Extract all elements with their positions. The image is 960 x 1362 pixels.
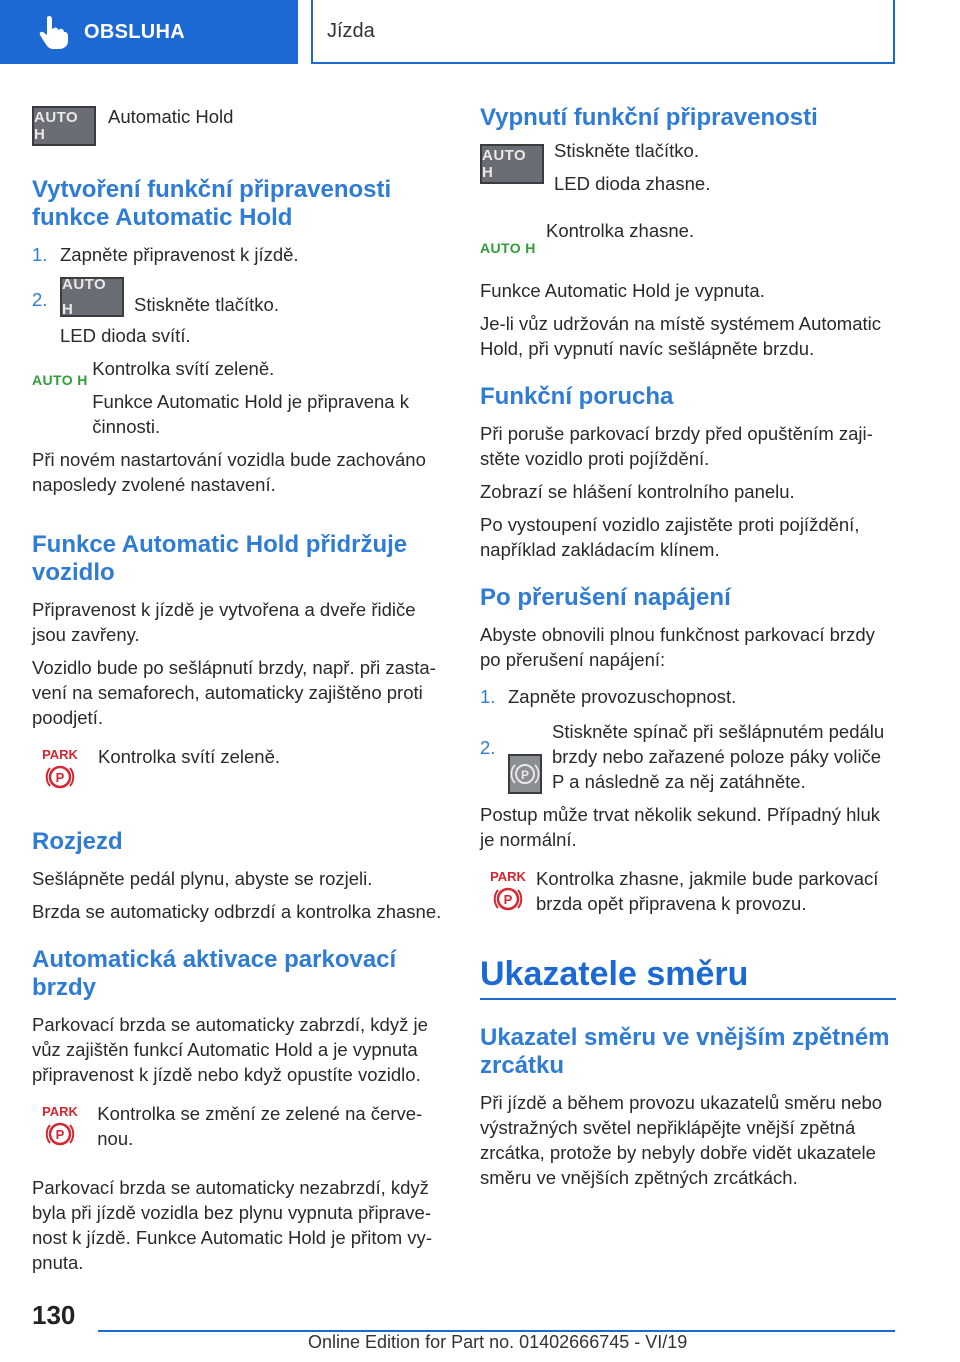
list-item: 1. Zapněte provozuschopnost. [480, 686, 737, 707]
page-footer [0, 1296, 960, 1362]
page-number: 130 [32, 1300, 76, 1330]
auto-hold-button-icon: AUTO H [60, 277, 124, 317]
paragraph: Po vystoupení vozidlo zajistěte proti pojíždění, například zakládacím klínem. [480, 514, 860, 560]
auto-hold-indicator-icon: AUTO H [32, 372, 88, 388]
paragraph: Parkovací brzda se automaticky nezabrzdí, když byla při jízdě vozidla bez plynu vypnuta připravenost k jízdě. Funkce Automatic Hold je přitom vypnuta. [32, 1177, 432, 1273]
indicator-text: Kontrolka se změní ze zelené na červenou. [97, 1103, 423, 1149]
create-steps [32, 242, 448, 348]
edition-note: Online Edition for Part no. 01402666745 - VI/19 [308, 1332, 688, 1352]
auto-hold-button-icon: AUTO H [480, 144, 544, 184]
list-item: 2. AUTO H Stiskněte tlačítko. LED dioda svítí. [32, 276, 279, 346]
park-indicator-icon: PARK P [42, 747, 78, 785]
list-item: 2. P Stiskněte spínač při sešlápnutém pedálu brzdy nebo zařazené poloze páky voliče P a následně za něj zatáhněte. [480, 721, 885, 792]
heading-fault: Funkční porucha [480, 383, 674, 410]
paragraph: Připravenost k jízdě je vytvořena a dveře řidiče jsou zavřeny. [32, 599, 416, 645]
park-indicator-icon: PARK P [42, 1104, 78, 1142]
svg-text:P: P [55, 1127, 65, 1142]
divider [480, 998, 896, 1000]
subsection-title: Jízda [327, 19, 375, 42]
subsection-tab[interactable] [311, 0, 895, 64]
section-tab-obsluha[interactable] [0, 0, 298, 64]
heading-auto-park: Automatická aktivace parkovací brzdy [32, 946, 397, 1001]
paragraph: Stiskněte tlačítko. [554, 140, 699, 161]
indicator-text: Funkce Automatic Hold je připravena k činnosti. [92, 391, 409, 437]
right-column [480, 96, 896, 1198]
indicator-text: Kontrolka zhasne, jakmile bude parkovací brzda opět připravena k provozu. [536, 868, 879, 914]
heading-off: Vypnutí funkční připravenosti [480, 104, 818, 131]
paragraph: Parkovací brzda se automaticky zabrzdí, když je vůz zajištěn funkcí Automatic Hold a je vypnuta připravenost k jízdě nebo když opustíte vozidlo. [32, 1014, 428, 1085]
paragraph: Zobrazí se hlášení kontrolního panelu. [480, 481, 795, 502]
svg-text:P: P [503, 892, 513, 907]
paragraph: Vozidlo bude po sešlápnutí brzdy, např. při zastavení na semaforech, automaticky zajištěno proti poodjetí. [32, 657, 436, 728]
svg-text:P: P [55, 770, 65, 785]
paragraph: Abyste obnovili plnou funkčnost parkovací brzdy po přerušení napájení: [480, 624, 875, 670]
paragraph: Při poruše parkovací brzdy před opuštěním zajistěte vozidlo proti pojíždění. [480, 423, 873, 469]
paragraph: Při novém nastartování vozidla bude zachováno naposledy zvolené nastavení. [32, 449, 426, 495]
heading-holds: Funkce Automatic Hold přidržuje vozidlo [32, 531, 408, 586]
parking-brake-switch-icon [508, 754, 542, 794]
heading-create: Vytvoření funkční připravenosti funkce Automatic Hold [32, 176, 392, 231]
paragraph: Brzda se automaticky odbrzdí a kontrolka zhasne. [32, 901, 442, 922]
paragraph: Je-li vůz udržován na místě systémem Automatic Hold, při vypnutí navíc sešlápněte brzdu. [480, 313, 881, 359]
chapter-heading-turn-signals: Ukazatele směru [480, 955, 749, 993]
park-indicator-icon: PARK P [490, 869, 526, 907]
indicator-text: Kontrolka svítí zeleně. [92, 358, 275, 379]
paragraph: Při jízdě a během provozu ukazatelů směru nebo výstražných světel nepřiklápějte vnější zpětná zrcátka, protože by nebyly dobře vidět ukazatele směru ve vnějších zpětných zrcátkách. [480, 1092, 883, 1188]
paragraph: LED dioda zhasne. [554, 173, 711, 194]
hand-pointer-icon [34, 12, 74, 52]
indicator-text: Kontrolka zhasne. [546, 220, 695, 241]
left-column [32, 96, 448, 1283]
indicator-text: Kontrolka svítí zeleně. [98, 746, 281, 767]
svg-text:P: P [520, 768, 530, 782]
paragraph: Postup může trvat několik sekund. Případný hluk je normální. [480, 804, 881, 850]
section-title: OBSLUHA [84, 20, 185, 43]
paragraph: Funkce Automatic Hold je vypnuta. [480, 280, 765, 301]
power-steps [480, 684, 896, 794]
auto-hold-button-icon: AUTO H [32, 106, 96, 146]
page-header [0, 0, 960, 66]
auto-hold-label: Automatic Hold [108, 106, 234, 127]
paragraph: Sešlápněte pedál plynu, abyste se rozjeli. [32, 868, 373, 889]
heading-mirror: Ukazatel směru ve vnějším zpětném zrcátku [480, 1024, 890, 1079]
auto-hold-indicator-icon: AUTO H [480, 240, 536, 256]
heading-rozjezd: Rozjezd [32, 828, 123, 855]
list-item: 1. Zapněte připravenost k jízdě. [32, 244, 299, 265]
heading-power: Po přerušení napájení [480, 584, 731, 611]
